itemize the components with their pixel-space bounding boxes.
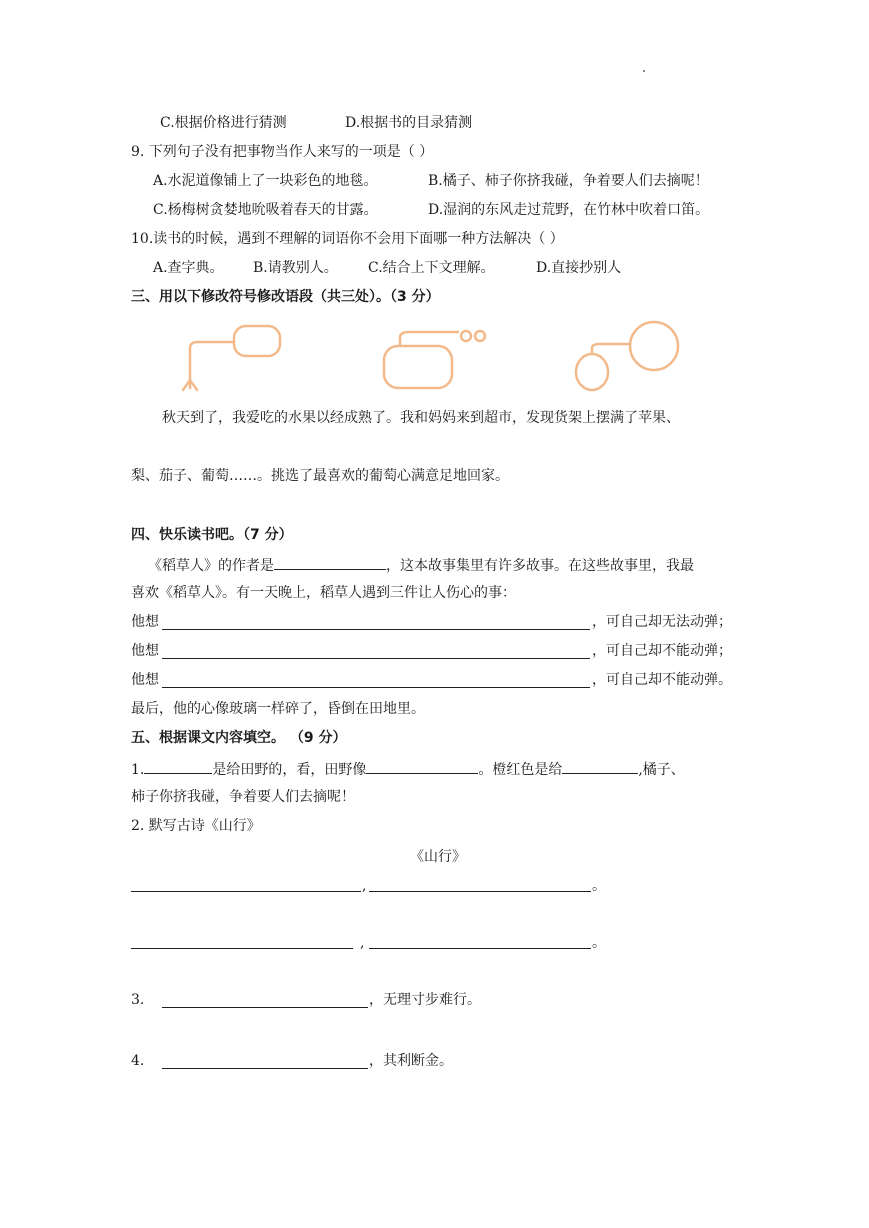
section5-title: 五、根据课文内容填空。 （9 分） bbox=[131, 730, 347, 746]
section3-paragraph-line1: 秋天到了，我爱吃的水果以经成熟了。我和妈妈来到超市，发现货架上摆满了苹果、 bbox=[162, 410, 680, 426]
poem-period-2: 。 bbox=[592, 935, 606, 951]
section3-paragraph-line2: 梨、茄子、葡萄……。挑选了最喜欢的葡萄心满意足地回家。 bbox=[131, 468, 509, 484]
section4-line1-suffix: ，这本故事集里有许多故事。在这些故事里，我最 bbox=[386, 558, 694, 574]
section4-line1 bbox=[148, 554, 694, 576]
q5-1-line2: 柿子你挤我碰，争着要人们去摘呢！ bbox=[131, 789, 355, 805]
q5-2-prompt: 2. 默写古诗《山行》 bbox=[131, 818, 261, 834]
q8-option-c: C.根据价格进行猜测 bbox=[160, 115, 287, 131]
q5-4-number: 4. bbox=[131, 1053, 145, 1069]
q5-1-blank-3[interactable] bbox=[562, 758, 638, 774]
q10-option-a: A.查字典。 bbox=[153, 260, 224, 276]
section3-title: 三、用以下修改符号修改语段（共三处）。（3 分） bbox=[131, 289, 440, 305]
he-thought-label-2: 他想 bbox=[131, 643, 159, 659]
q8-option-d: D.根据书的目录猜测 bbox=[345, 115, 473, 131]
he-thought-label-3: 他想 bbox=[131, 672, 159, 688]
poem-blank-1[interactable] bbox=[131, 891, 361, 892]
wish-blank-1[interactable] bbox=[162, 629, 590, 630]
q9-option-d: D.湿润的东风走过荒野，在竹林中吹着口笛。 bbox=[428, 202, 710, 218]
section4-line1-prefix: 《稻草人》的作者是 bbox=[148, 558, 274, 574]
q5-1-text-c: ,橘子、 bbox=[638, 762, 685, 778]
q10-option-c: C.结合上下文理解。 bbox=[368, 260, 495, 276]
poem-title: 《山行》 bbox=[410, 849, 466, 865]
q5-1-number: 1. bbox=[131, 762, 145, 778]
author-blank[interactable] bbox=[274, 554, 386, 570]
q9-option-b: B.橘子、柿子你挤我碰，争着要人们去摘呢！ bbox=[428, 173, 709, 189]
q5-3-number: 3. bbox=[131, 992, 145, 1008]
q5-4-blank[interactable] bbox=[162, 1068, 368, 1069]
q5-1-blank-2[interactable] bbox=[366, 758, 478, 774]
insert-mark-symbol bbox=[178, 318, 288, 394]
poem-blank-4[interactable] bbox=[369, 948, 591, 949]
wish-blank-2[interactable] bbox=[162, 658, 590, 659]
q10-option-d: D.直接抄别人 bbox=[536, 260, 622, 276]
poem-blank-3[interactable] bbox=[131, 948, 353, 949]
q5-1-line1 bbox=[131, 758, 685, 780]
wish-blank-3[interactable] bbox=[162, 687, 590, 688]
poem-blank-2[interactable] bbox=[369, 891, 591, 892]
q5-1-text-a: 是给田野的，看，田野像 bbox=[212, 762, 367, 778]
wish-ending-3: ，可自己却不能动弹。 bbox=[592, 672, 732, 688]
q10-stem: 10.读书的时候，遇到不理解的词语你不会用下面哪一种方法解决（ ） bbox=[131, 231, 564, 247]
delete-mark-symbol bbox=[572, 316, 684, 394]
section4-line2: 喜欢《稻草人》。有一天晚上，稻草人遇到三件让人伤心的事： bbox=[131, 585, 516, 601]
q9-stem: 9. 下列句子没有把事物当作人来写的一项是（ ） bbox=[131, 144, 434, 160]
poem-period-1: 。 bbox=[592, 878, 606, 894]
q10-option-b: B.请教别人。 bbox=[253, 260, 338, 276]
q5-4-text: ，其利断金。 bbox=[369, 1053, 453, 1069]
q9-option-a: A.水泥道像铺上了一块彩色的地毯。 bbox=[153, 173, 378, 189]
q5-1-blank-1[interactable] bbox=[144, 758, 212, 774]
q5-1-text-b: 。橙红色是给 bbox=[478, 762, 563, 778]
poem-comma-1: , bbox=[362, 878, 367, 894]
q9-option-c: C.杨梅树贪婪地吮吸着春天的甘露。 bbox=[153, 202, 378, 218]
transpose-mark-symbol bbox=[380, 322, 490, 394]
he-thought-label-1: 他想 bbox=[131, 614, 159, 630]
poem-comma-2: , bbox=[360, 935, 365, 951]
q5-3-text: ，无理寸步难行。 bbox=[369, 992, 481, 1008]
wish-ending-2: ，可自己却不能动弹； bbox=[592, 643, 732, 659]
scan-dot bbox=[643, 70, 645, 72]
section4-title: 四、快乐读书吧。（7 分） bbox=[131, 527, 293, 543]
q5-3-blank[interactable] bbox=[162, 1007, 368, 1008]
section4-conclusion: 最后，他的心像玻璃一样碎了，昏倒在田地里。 bbox=[131, 701, 425, 717]
wish-ending-1: ，可自己却无法动弹； bbox=[592, 614, 732, 630]
